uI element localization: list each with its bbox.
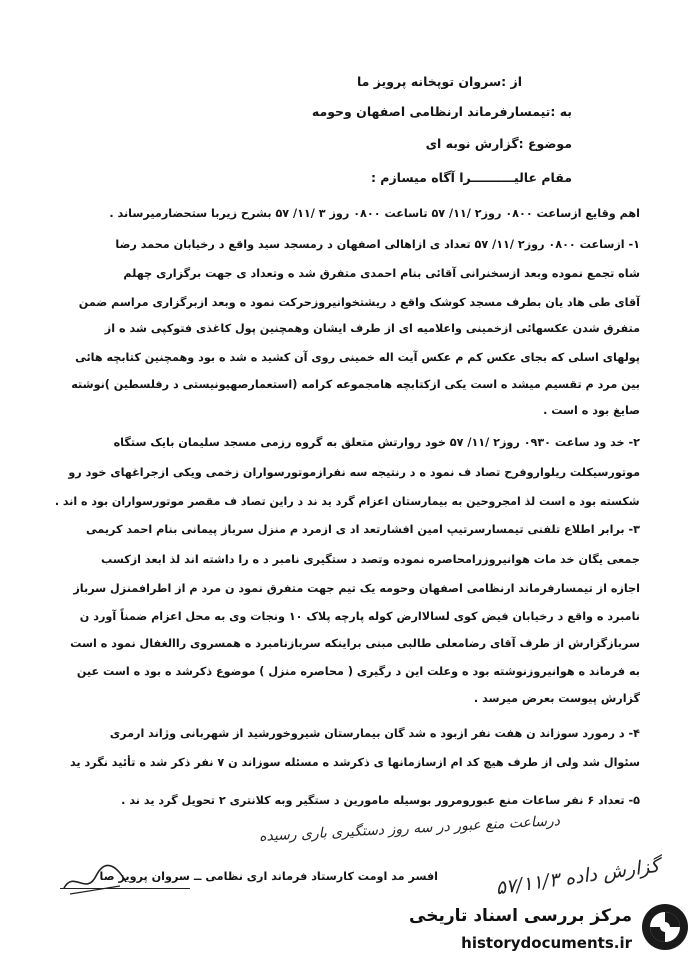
body-line: ۵- تعداد ۶ نفر ساعات منع عبورومرور بوسیله مامورین د ستگیر وبه کلانتری ۲ تحویل گرد ید ند .	[121, 794, 640, 807]
from-line: از :سروان توپخانه پرویز ما	[356, 74, 522, 89]
watermark-title: مرکز بررسی اسناد تاریخی	[409, 906, 632, 926]
body-line: نامبرد ه واقع د رخیابان فیض کوی لسالاارض کوله پارچه پلاک ۱۰ ونجات وی به محل اعزام ضمناً آورد ن	[79, 610, 640, 623]
body-line: سربازگزارش از طرف آقای رضامعلی طالبی مبنی براینکه سربازنامبرد ه همسروی راالغفال نمود ه است	[70, 637, 640, 650]
watermark-url: historydocuments.ir	[461, 934, 632, 952]
body-line: شاه تجمع نموده وبعد ازسخنرانی آقائی بنام احمدی متفرق شد ه وتعداد ی جهت برگزاری چهلم	[123, 267, 640, 280]
body-line: جمعی یگان خد مات هوانیروزرامحاصره نموده وتصد د ستگیری نامبر د ه را داشته اند لذ ابعد ازکسب	[100, 553, 640, 566]
subject-line: موضوع :گزارش نوبه ای	[425, 136, 572, 151]
body-line: موتورسیکلت ریلواروفرح تصاد ف نمود ه د رنتیجه سه نفرازموتورسواران زخمی ویکی ازجراغهای خود رو	[68, 466, 640, 479]
body-line: سئوال شد ولی از طرف هیچ کد ام ازسازمانها ی ذکرشد ه مسئله سوزاند ن ۷ نفر ذکر شد ه تأئید نگرد ید	[69, 756, 640, 769]
body-line: شکسته بود ه است لذ امجروحین به بیمارستان اعزام گرد ید ند د راین تصاد ف مقصر موتورسواران بود ه اند .	[55, 495, 640, 508]
body-line: ۲- خد ود ساعت ۰۹۳۰ روز۲ /۱۱/ ۵۷ خود روارتش متعلق به گروه رزمی مسجد سلیمان بایک ستگاه	[113, 436, 640, 449]
body-line: صایغ بود ه است .	[543, 404, 640, 417]
body-line: پولهای اسلی که بجای عکس کم م عکس آیت اله خمینی روی آن کشید ه شد ه بود وهمچنین کتابچه هائی	[75, 351, 640, 364]
handwritten-note: درساعت منع عبور در سه روز دستگیری باری رسیده	[258, 813, 561, 845]
archive-logo-icon	[640, 902, 690, 952]
signature-line: افسر مد اومت کارستاد فرماند اری نظامی ــ سروان پرویز صا	[99, 870, 438, 883]
salutation-line: مقام عالیــــــــــرا آگاه میسازم :	[370, 170, 572, 185]
body-line: متفرق شدن عکسهائی ازخمینی واعلامیه ای از طرف ایشان وهمچنین پول کاغذی فتوکپی شد ه از	[104, 322, 640, 335]
handwritten-date-note: گزارش داده ۵۷/۱۱/۳	[494, 854, 661, 900]
to-line: به :تیمسارفرماند ارنظامی اصفهان وحومه	[311, 104, 572, 119]
body-line: گزارش پیوست بعرض میرسد .	[473, 692, 640, 705]
body-line: اهم وقایع ازساعت ۰۸۰۰ روز۲ /۱۱/ ۵۷ تاساعت ۰۸۰۰ روز ۳ /۱۱/ ۵۷ بشرح زیربا ستحضارمیرساند .	[109, 207, 640, 220]
body-line: به فرماند ه هوانیروزنوشته بود ه وعلت این د رگیری ( محاصره منزل ) موضوع ذکرشد ه بود ه است عین	[76, 665, 640, 678]
body-line: اجازه از تیمسارفرماند ارنظامی اصفهان وحومه یک تیم جهت متفرق نمود ن مرد م از اطرافمنزل سرباز	[73, 582, 640, 595]
signature-underline	[60, 888, 190, 889]
body-line: ۳- برابر اطلاع تلفنی تیمسارسرتیپ امین افشارتعد اد ی ازمرد م منزل سرباز پیمانی بنام احمد کریمی	[86, 523, 640, 536]
body-line: ۴- د رمورد سوزاند ن هفت نفر ازبود ه شد گان بیمارستان شیروخورشید از شهربانی وژاند ارمری	[109, 727, 640, 740]
body-line: آقای طی هاد یان بطرف مسجد کوشک واقع د ریشتخوانیروزحرکت نمود ه وبعد ازبرگزاری مراسم ضمن	[78, 296, 640, 309]
body-line: بین مرد م تقسیم میشد ه است یکی ازکتابچه هامجموعه کرامه (استعمارصهیونیستی د رفلسطین )نوشته	[71, 378, 640, 391]
body-line: ۱- ازساعت ۰۸۰۰ روز۲ /۱۱/ ۵۷ تعداد ی ازاهالی اصفهان د رمسجد سید واقع د رخیابان محمد رضا	[115, 238, 640, 251]
